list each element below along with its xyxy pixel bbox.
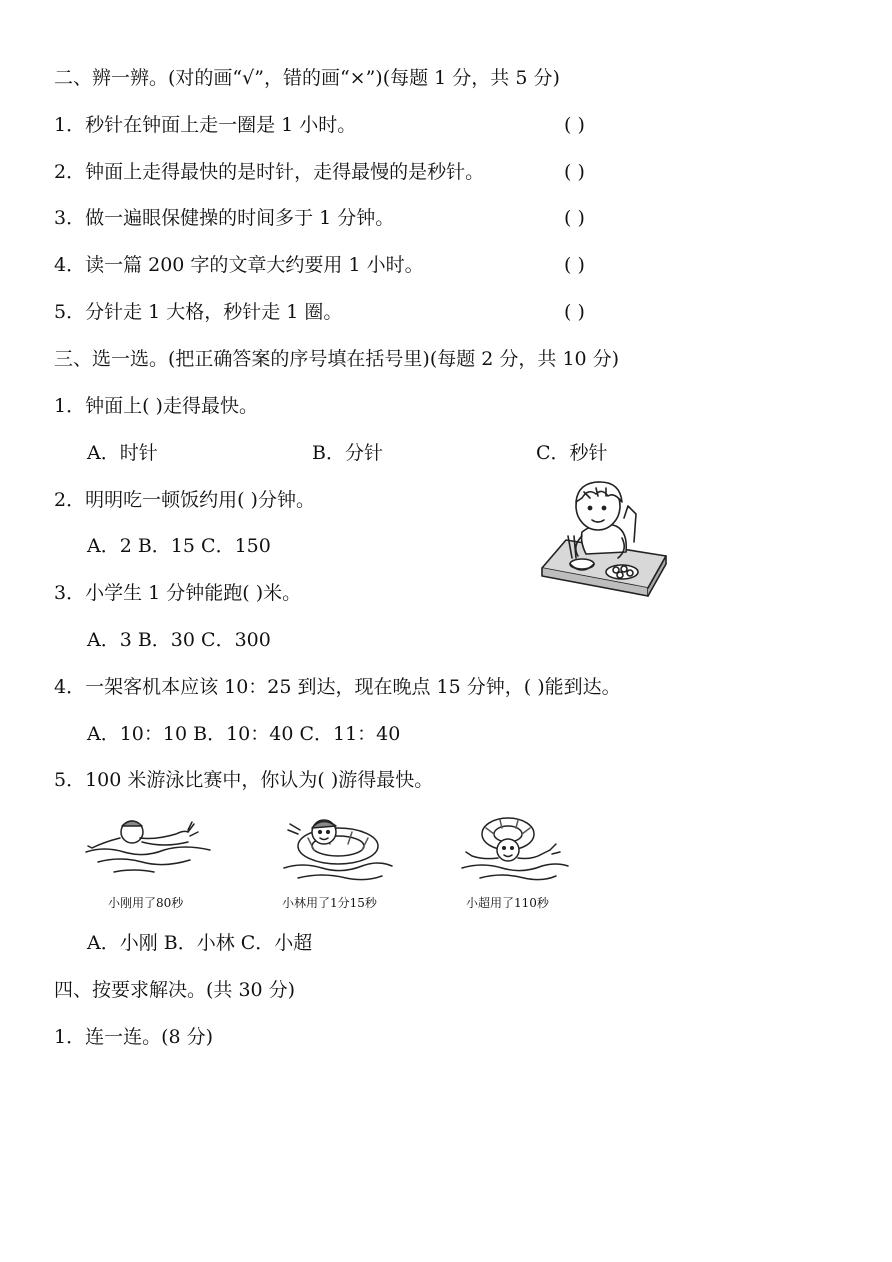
q4-options: A．10：10 B．10：40 C．11：40 bbox=[87, 723, 401, 745]
section2-item-3: 3．做一遍眼保健操的时间多于 1 分钟。 bbox=[54, 207, 395, 229]
section4-q1: 1．连一连。(8 分) bbox=[54, 1026, 214, 1048]
swimmer-xiaochao-illustration bbox=[460, 814, 572, 888]
swimmer-xiaolin-illustration bbox=[282, 810, 394, 886]
section2-item-5: 5．分针走 1 大格，秒针走 1 圈。 bbox=[54, 301, 343, 323]
answer-blank-4[interactable]: ( ) bbox=[564, 254, 585, 276]
caption-xiaogang: 小刚用了80秒 bbox=[108, 896, 184, 910]
q5-options: A．小刚 B．小林 C．小超 bbox=[87, 932, 313, 954]
section2-item-4: 4．读一篇 200 字的文章大约要用 1 小时。 bbox=[54, 254, 424, 276]
q1-option-b: B．分针 bbox=[312, 442, 383, 464]
q2-stem: 2．明明吃一顿饭约用( )分钟。 bbox=[54, 489, 315, 511]
q1-option-c: C．秒针 bbox=[536, 442, 608, 464]
q1-option-a: A．时针 bbox=[87, 442, 158, 464]
section4-title: 四、按要求解决。(共 30 分) bbox=[54, 979, 296, 1001]
answer-blank-2[interactable]: ( ) bbox=[564, 161, 585, 183]
q1-stem: 1．钟面上( )走得最快。 bbox=[54, 395, 258, 417]
q3-options: A．3 B．30 C．300 bbox=[87, 629, 271, 651]
boy-eating-illustration bbox=[538, 476, 670, 606]
q3-stem: 3．小学生 1 分钟能跑( )米。 bbox=[54, 582, 302, 604]
answer-blank-5[interactable]: ( ) bbox=[564, 301, 585, 323]
answer-blank-1[interactable]: ( ) bbox=[564, 114, 585, 136]
caption-xiaochao: 小超用了110秒 bbox=[466, 896, 549, 910]
caption-xiaolin: 小林用了1分15秒 bbox=[282, 896, 377, 910]
q4-stem: 4．一架客机本应该 10：25 到达，现在晚点 15 分钟，( )能到达。 bbox=[54, 676, 621, 698]
section2-title: 二、辨一辨。(对的画“√”，错的画“×”)(每题 1 分，共 5 分) bbox=[54, 67, 560, 89]
section2-item-1: 1．秒针在钟面上走一圈是 1 小时。 bbox=[54, 114, 357, 136]
swimmer-xiaogang-illustration bbox=[84, 812, 216, 884]
section2-item-2: 2．钟面上走得最快的是时针，走得最慢的是秒针。 bbox=[54, 161, 485, 183]
q2-options: A．2 B．15 C．150 bbox=[87, 535, 271, 557]
answer-blank-3[interactable]: ( ) bbox=[564, 207, 585, 229]
q5-stem: 5．100 米游泳比赛中，你认为( )游得最快。 bbox=[54, 769, 434, 791]
section3-title: 三、选一选。(把正确答案的序号填在括号里)(每题 2 分，共 10 分) bbox=[54, 348, 620, 370]
